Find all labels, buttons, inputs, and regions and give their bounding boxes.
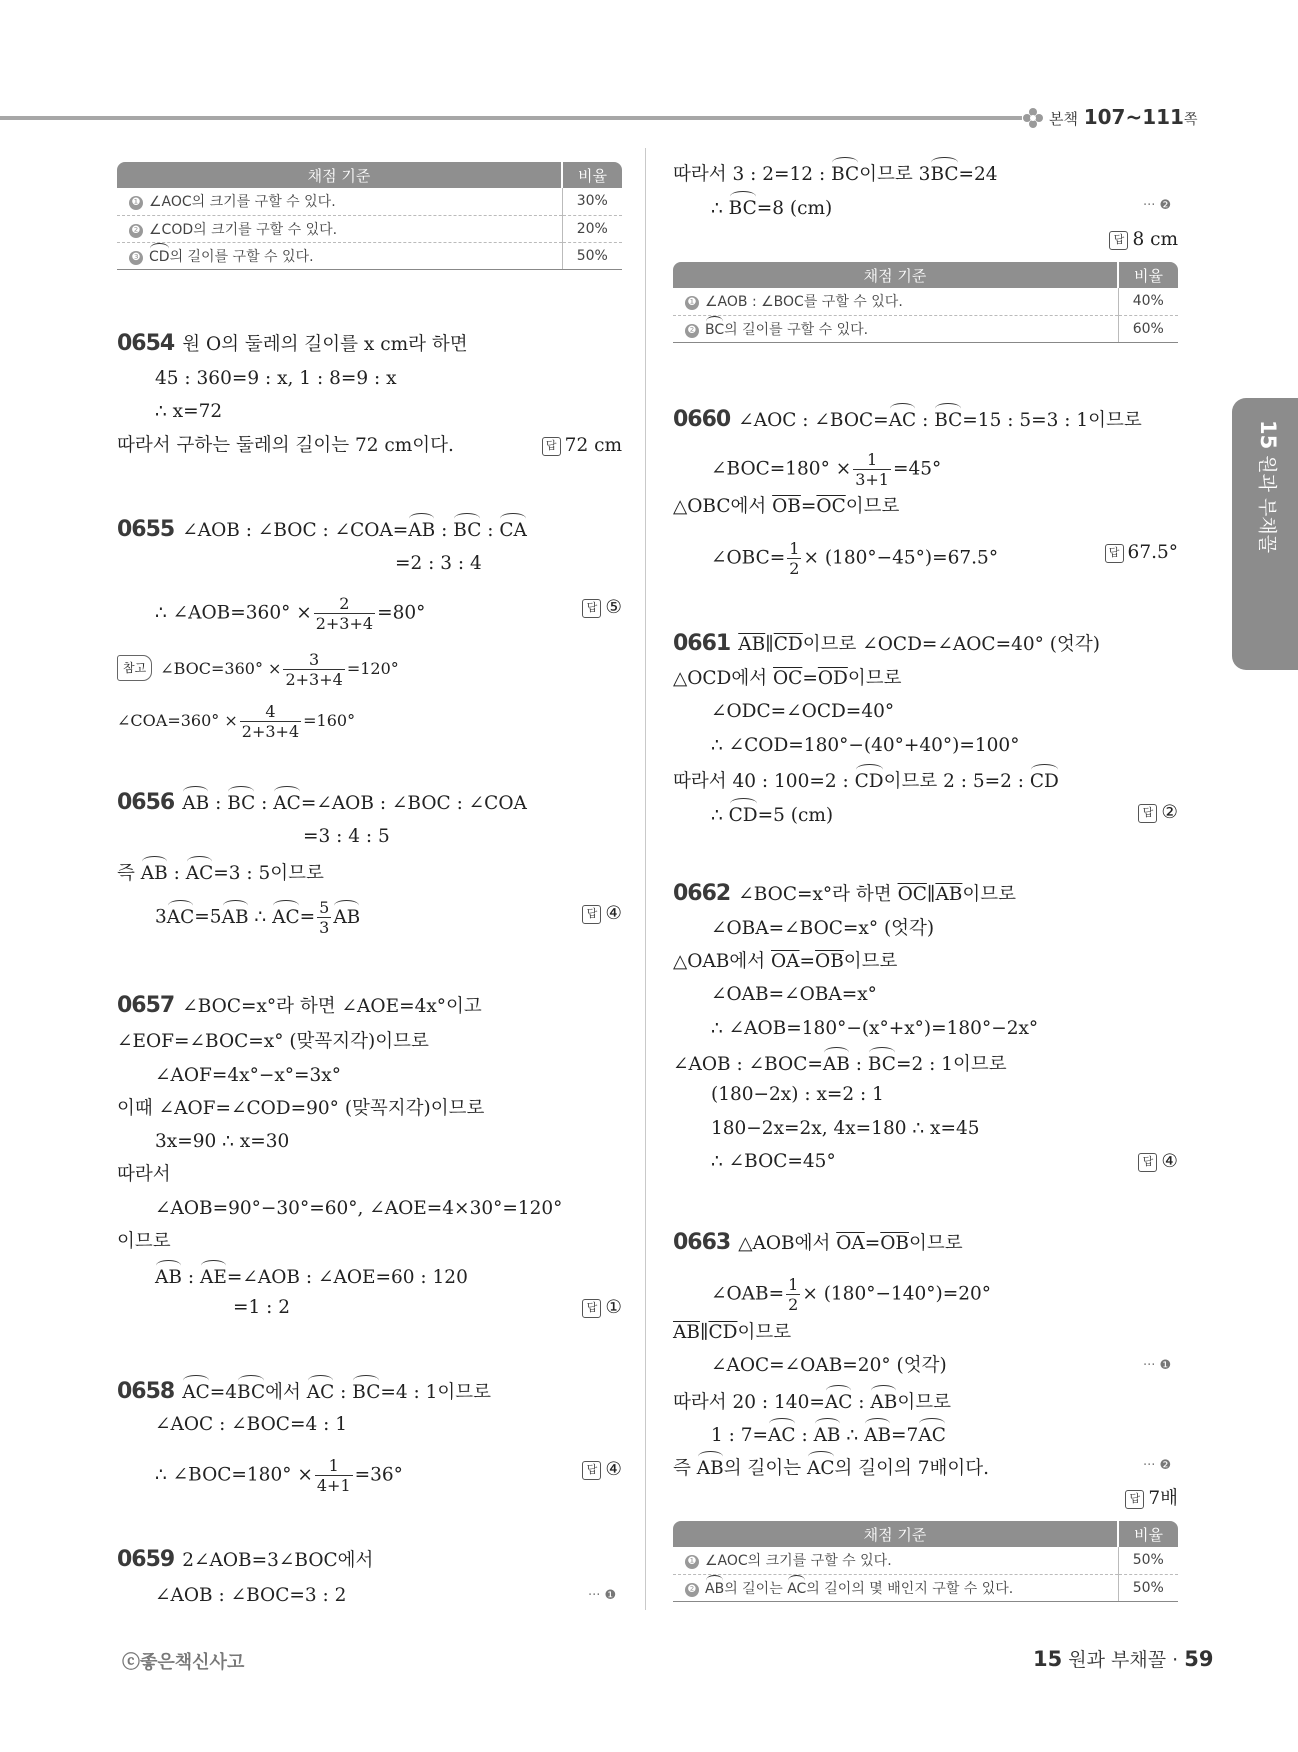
problem-0663: 0663 △AOB에서 $\overline{OA}=\overline{OB}$이므로 bbox=[673, 1230, 963, 1255]
answer-0663: 답 7배 bbox=[1125, 1487, 1178, 1511]
problem-0654: 0654 원 O의 둘레의 길이를 x cm라 하면 bbox=[117, 331, 468, 356]
problem-0659: 0659 2∠AOB=3∠BOC에서 bbox=[117, 1547, 374, 1572]
publisher-logo: ⓒ좋은책신사고 bbox=[122, 1652, 245, 1673]
problem-0655: 0655 ∠AOB : ∠BOC : ∠COA=AB : BC : CA bbox=[117, 517, 527, 542]
answer-0659: 답 8 cm bbox=[1109, 228, 1178, 252]
answer-0658: 답 ④ bbox=[582, 1458, 622, 1482]
answer-0657: 답 ① bbox=[582, 1296, 622, 1320]
answer-0660: 답 67.5° bbox=[1105, 541, 1178, 565]
step-marker: ··· ❶ bbox=[588, 1588, 617, 1603]
column-divider bbox=[645, 148, 646, 1610]
answer-0661: 답 ② bbox=[1138, 801, 1178, 825]
problem-0657: 0657 ∠BOC=x°라 하면 ∠AOE=4x°이고 bbox=[117, 993, 482, 1018]
problem-0658: 0658 AC=4BC에서 AC : BC=4 : 1이므로 bbox=[117, 1379, 492, 1404]
answer-0655: 답 ⑤ bbox=[582, 596, 622, 620]
grading-table-2: 채점 기준 비율 ❶ ∠AOB : ∠BOC를 구할 수 있다. 40% ❷ BC의 길이를 구할 수 있다. 60% bbox=[673, 262, 1178, 343]
grading-table-3: 채점 기준 비율 ❶ ∠AOC의 크기를 구할 수 있다. 50% ❷ AB의 길이는 AC의 길이의 몇 배인지 구할 수 있다. 50% bbox=[673, 1521, 1178, 1602]
answer-0654: 답 72 cm bbox=[542, 434, 622, 458]
step-marker: ··· ❷ bbox=[1143, 1458, 1172, 1473]
problem-0662: 0662 ∠BOC=x°라 하면 $\overline{OC}\parallel\overline{AB}$이므로 bbox=[673, 881, 1017, 906]
grading-table-1: 채점 기준 비율 ❶ ∠AOC의 크기를 구할 수 있다. 30% ❷ ∠COD의 크기를 구할 수 있다. 20% ❸ CD의 길이를 구할 수 있다. 50% bbox=[117, 162, 622, 270]
problem-0661: 0661 $\overline{AB}\parallel\overline{CD}$이므로 ∠OCD=∠AOC=40° (엇각) bbox=[673, 631, 1100, 656]
problem-0660: 0660 ∠AOC : ∠BOC=AC : BC=15 : 5=3 : 1이므로 bbox=[673, 407, 1142, 432]
top-rule bbox=[0, 116, 1022, 120]
answer-0662: 답 ④ bbox=[1138, 1150, 1178, 1174]
answer-0656: 답 ④ bbox=[582, 902, 622, 926]
problem-0656: 0656 AB : BC : AC=∠AOB : ∠BOC : ∠COA bbox=[117, 790, 527, 815]
flower-icon bbox=[1022, 107, 1044, 129]
step-marker: ··· ❷ bbox=[1143, 198, 1172, 213]
page-footer: 15 원과 부채꼴 · 59 bbox=[1033, 1647, 1214, 1671]
chapter-side-tab: 15 원과 부채꼴 bbox=[1232, 398, 1298, 670]
step-marker: ··· ❶ bbox=[1143, 1358, 1172, 1373]
page-reference: 본책 107~111쪽 bbox=[1049, 105, 1198, 129]
